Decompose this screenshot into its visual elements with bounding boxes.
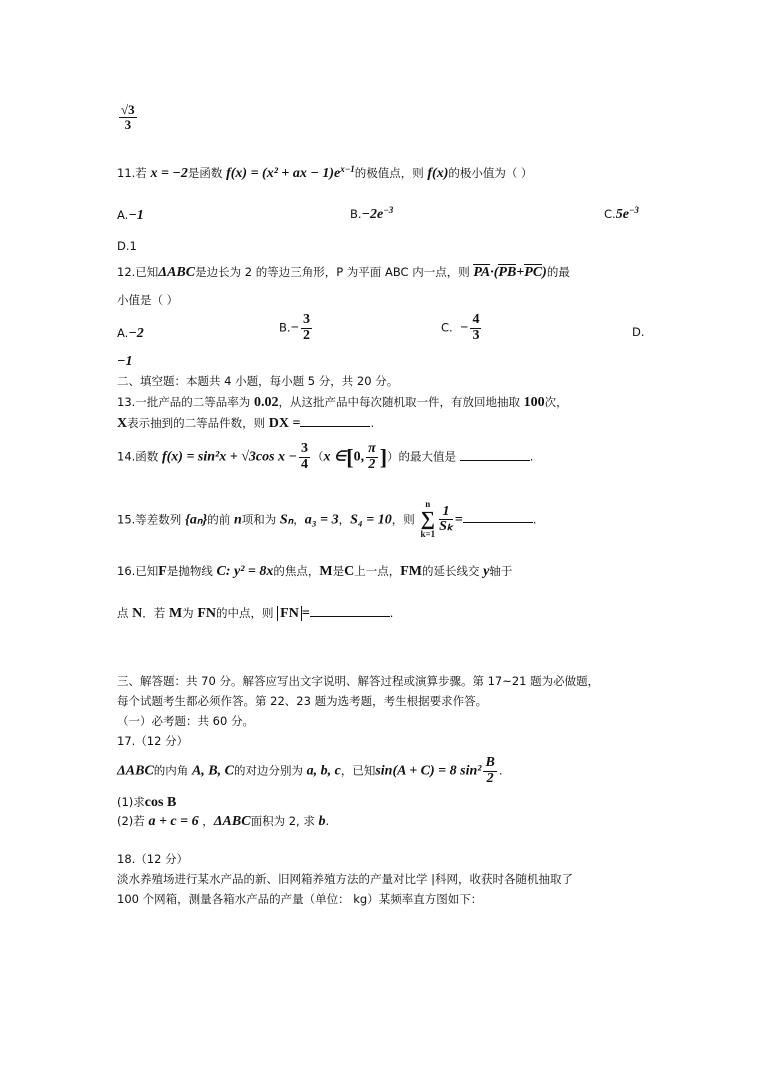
q11-option-b: $B.-2e^{-3}$ bbox=[350, 205, 394, 222]
answer-blank[interactable] bbox=[300, 414, 370, 427]
q11-option-a: A.−1 bbox=[117, 208, 144, 223]
fraction: $\frac{4}{3}$ bbox=[472, 312, 480, 343]
fraction: $\frac{\pi}{2}$ bbox=[368, 441, 376, 472]
q12-option-c: C. − $\frac{4}{3}$ bbox=[441, 312, 480, 343]
section-2-header: 二、填空题：本题共 4 小题，每小题 5 分，共 20 分。 bbox=[117, 374, 399, 388]
fraction: $\frac{B}{2}$ bbox=[485, 755, 495, 786]
question-11: 11.若 x = −2是函数 f(x) = (x² + ax − $1)e^{x-1}$的极值点，则 f(x)的极小值为（ ） bbox=[117, 164, 533, 181]
section-3-line2: 每个试题考生都必须作答。第 22、23 题为选考题，考生根据要求作答。 bbox=[117, 694, 488, 708]
q12-option-d-value: −1 bbox=[117, 354, 133, 369]
question-14: 14.函数 f(x) = sin²x + √3cos x − $\frac{3}{4}$ （x ∈[0, $\frac{\pi}{2}$ ]）的最大值是 . bbox=[117, 441, 534, 472]
answer-blank[interactable] bbox=[310, 604, 390, 617]
q12-option-d-label: D. bbox=[632, 325, 645, 339]
q18-line1: 淡水养殖场进行某水产品的新、旧网箱养殖方法的产量对比学 |科网，收获时各随机抽取了 bbox=[117, 872, 574, 886]
question-13: 13.一批产品的二等品率为 0.02，从这批产品中每次随机取一件，有放回地抽取 100次， bbox=[117, 395, 568, 410]
fraction: $\frac{3}{2}$ bbox=[303, 312, 311, 343]
q12-option-b: B.− $\frac{3}{2}$ bbox=[279, 312, 311, 343]
answer-blank[interactable] bbox=[463, 510, 533, 523]
q12-line2: 小值是（ ） bbox=[117, 293, 179, 307]
section-3-line1: 三、解答题：共 70 分。解答应写出文字说明、解答过程或演算步骤。第 17~21 题为必做题， bbox=[117, 674, 600, 688]
q11-option-d: D.1 bbox=[117, 239, 137, 253]
question-13-line2: X表示抽到的二等品件数，则 DX = . bbox=[117, 416, 375, 431]
question-16: 16.已知F是抛物线 C: y² = 8x的焦点，M是C上一点，FM的延长线交 y轴于 bbox=[117, 564, 513, 579]
q17-part1: (1)求cos B bbox=[117, 795, 177, 810]
question-16-line2: 点 N．若 M为 FN的中点，则 FN = . bbox=[117, 606, 394, 621]
q10-answer-fraction bbox=[117, 103, 139, 131]
summation: n ∑ k=1 bbox=[420, 499, 436, 540]
q12-option-a: A.−2 bbox=[117, 326, 144, 341]
q18-line2: 100 个网箱，测量各箱水产品的产量（单位： kg）某频率直方图如下： bbox=[117, 892, 483, 906]
q11-option-c: $C.5e^{-3}$ bbox=[604, 205, 639, 222]
question-17: ΔABC的内角 A, B, C的对边分别为 a, b, c，已知sin(A + C) = 8 sin² $\frac{B}{2}$ . bbox=[117, 755, 503, 786]
fraction: $\frac{√3}{3}$ bbox=[121, 102, 135, 132]
q18-header: 18.（12 分） bbox=[117, 852, 189, 866]
question-15: 15.等差数列 {aₙ}的前 n项和为 Sₙ，a₃ = 3，S₄ = 10，则 n ∑ k=1 $\frac{1}{\text{Sₖ}}$ = . bbox=[117, 499, 537, 540]
section-3-line3: （一）必考题：共 60 分。 bbox=[117, 714, 254, 728]
q17-part2: (2)若 a + c = 6 ，ΔABC面积为 2, 求 b. bbox=[117, 814, 330, 829]
q17-header: 17.（12 分） bbox=[117, 734, 189, 748]
answer-blank[interactable] bbox=[460, 448, 530, 461]
fraction: $\frac{3}{4}$ bbox=[301, 441, 309, 472]
question-12: 12.已知ΔABC是边长为 2 的等边三角形，P 为平面 ABC 内一点，则 PA·(PB+PC)的最 bbox=[117, 265, 570, 280]
fraction: $\frac{1}{\text{Sₖ}}$ bbox=[439, 503, 453, 535]
